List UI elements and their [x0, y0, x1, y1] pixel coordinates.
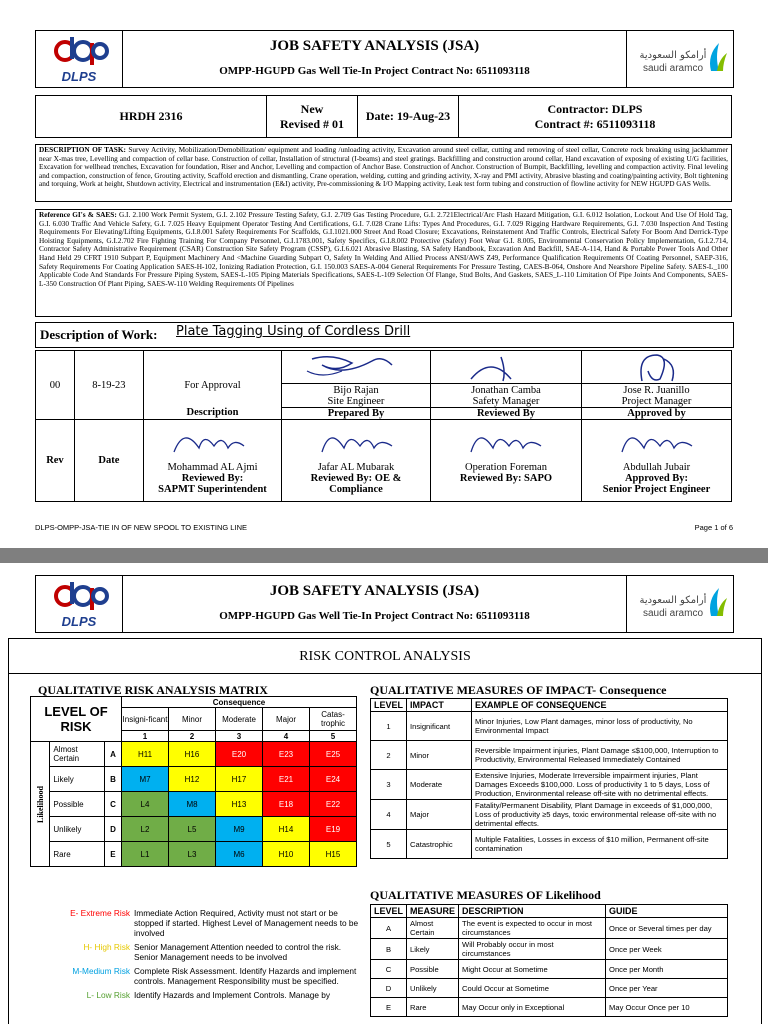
svg-text:DLPS: DLPS: [61, 69, 97, 84]
impact-name: Moderate: [407, 770, 472, 800]
prepared-role: Site Engineer: [327, 395, 385, 407]
sig2-1-name: Mohammad AL Ajmi: [167, 462, 258, 473]
sig2-2-cell: [281, 420, 430, 502]
risk-matrix: [30, 696, 357, 867]
risk-cell: M9: [216, 817, 263, 842]
sig2-3-name: Operation Foreman: [465, 462, 547, 473]
approved-name: Jose R. Juanillo: [623, 384, 690, 396]
legend-item: [30, 990, 360, 1000]
likelihood-guide: Once per Year: [606, 979, 728, 998]
doc-number: HRDH 2316: [36, 96, 267, 138]
legend-key: H- High Risk: [83, 942, 130, 952]
prepared-name-cell: [281, 384, 430, 408]
footer-page-number: Page 1 of 6: [694, 523, 733, 532]
likelihood-guide: Once or Several times per day: [606, 918, 728, 939]
matrix-row: [31, 792, 357, 817]
impact-header: EXAMPLE OF CONSEQUENCE: [472, 699, 728, 712]
likelihood-level: A: [371, 918, 407, 939]
likelihood-row: [371, 960, 728, 979]
contractor-cell: [459, 96, 732, 138]
level-of-risk-label: LEVEL OF RISK: [31, 697, 122, 742]
approved-by-header: Approved by: [582, 408, 732, 420]
legend-key: L- Low Risk: [86, 990, 130, 1000]
legend-text: Senior Management Attention needed to control the risk. Senior Management needs to be involved: [134, 942, 342, 962]
dlps-logo: [36, 31, 123, 87]
description-of-work: [35, 322, 734, 348]
date-value: 8-19-23: [74, 351, 143, 420]
likelihood-name: Possible: [50, 792, 105, 817]
approval-table: [35, 350, 732, 502]
likelihood-letter: D: [104, 817, 121, 842]
signature-approved: [582, 351, 732, 384]
impact-example: Extensive Injuries, Moderate Irreversible impairment injuries, Plant Damages Exceeds $100,000. Loss of productivity 1 to 5 days, Loss of Production, Environmental release off-site with no detrimental effects.: [472, 770, 728, 800]
risk-cell: H17: [216, 767, 263, 792]
risk-cell: L2: [122, 817, 169, 842]
likelihood-level: E: [371, 998, 407, 1017]
saudi-aramco-logo: [626, 31, 733, 87]
likelihood-guide: Once per Week: [606, 939, 728, 960]
references-text: G.I. 2.100 Work Permit System, G.I. 2.102 Pressure Testing Safety, G.I. 2.709 Gas Testing Procedure, G.I. 2.721Electrical/Arc Flash Hazard Mitigation, G.I. 6.012 Isolation, Lockout And Use Of Hold Tag, G.I. 6.030 Traffic And Vehicle Safety, G.I. 7.025 Heavy Equipment Operator Testing And Certifications, G.I. 7.028 Crane Lifts: Types And Procedures, G.I. 7.029 Rigging Hardware Requirements, G.I. 7.030 Inspection And Testing Requirements For Elevating/Lifting Equipments, G.I.8.001 Safety Requirements For Scaffolds, G.I.1021.000 Street And Road Closure; Excavations, Reinstatement And Traffic Controls, Electrical Safety For Boom And Derrick-Type Hoisting Equipments, G.I.2.702 Fire Fighting Training For Company Personnel, G.I.1783.001, Safety Specifics, G.I.8.002 Protective (Safety) Foot Wear G.I. 8.005, Environmental Conservation Policy Implementation, G.I.2.714, Contractor Safety Administrative Requirement (CSAR) Construction Site Safety Program (CSSP), G.I.6.021 Abrasive Blasting, SA Safety Handbook, Excavation And Backfill, SAE-A-114, Hand & Portable Power Tools And Other Hand Held 29 CFRT 1910 Subpart P, Equipment Machinery And <Machine Guarding Subpart O, Safety In Welding And Allied Process ANSI/AWS Z49, Performance Qualification Requirements Of Coating Personnel, SAEP-316, Safety Requirements For Coating Application SAES-H-102, Ionizing Radiation Protection, G.I. 150.003 SAES-A-004 General Requirements For Pressure Testing, CAES-B-064, Onshore And Nearshore Pipeline Safety. SAES-L_100 Applicable Code And Standards For Pressure Piping System, SAES-L-105 Piping Materials Specifications, SAES-L-109 Selection Of Flange, Stud Bolts, And Gaskets, SAES_L-110 Limitation Of Pipe Joints And Components, SAES-L-350 Construction Of Plant Piping, SAES-W-110 Welding Requirements Of Pipelines: [39, 210, 728, 288]
reviewed-by-header: Reviewed By: [430, 408, 581, 420]
impact-row: [371, 770, 728, 800]
impact-row: [371, 830, 728, 859]
matrix-row: [31, 817, 357, 842]
date-header: Date: [74, 420, 143, 502]
consequence-label: Consequence: [122, 697, 357, 708]
likelihood-header: MEASURE: [407, 905, 459, 918]
work-value: Plate Tagging Using of Cordless Drill: [176, 324, 411, 339]
likelihood-measure: Almost Certain: [407, 918, 459, 939]
impact-example: Reversible Impairment injuries, Plant Damage ≤$100,000, Interruption to Productivity, Environmental Released Immediately Contained: [472, 741, 728, 770]
legend-text: Complete Risk Assessment. Identify Hazards and implement controls. Management Responsibility must be specified.: [134, 966, 357, 986]
impact-name: Catastrophic: [407, 830, 472, 859]
likelihood-letter: C: [104, 792, 121, 817]
signature-prepared: [281, 351, 430, 384]
likelihood-header: LEVEL: [371, 905, 407, 918]
legend-key: M-Medium Risk: [72, 966, 130, 976]
impact-table: [370, 698, 728, 859]
description-header: Description: [186, 407, 239, 418]
header-block: [35, 30, 734, 88]
sig2-3-cell: [430, 420, 581, 502]
risk-cell: E18: [263, 792, 310, 817]
likelihood-description: Might Occur at Sometime: [459, 960, 606, 979]
likelihood-level: B: [371, 939, 407, 960]
header-block-2: [35, 575, 734, 633]
risk-cell: E20: [216, 742, 263, 767]
page-title: JOB SAFETY ANALYSIS (JSA): [269, 38, 480, 54]
sig2-1-cell: [143, 407, 281, 502]
consequence-name: Moderate: [216, 708, 263, 731]
likelihood-description: Could Occur at Sometime: [459, 979, 606, 998]
legend-item: [30, 908, 360, 938]
sig2-4-cell: [582, 420, 732, 502]
rev-header: Rev: [36, 420, 75, 502]
document-info-table: [35, 95, 732, 138]
matrix-title: QUALITATIVE RISK ANALYSIS MATRIX: [38, 683, 268, 697]
sig2-2-role2: Compliance: [329, 484, 383, 495]
likelihood-guide: May Occur Once per 10: [606, 998, 728, 1017]
likelihood-header: GUIDE: [606, 905, 728, 918]
likelihood-row: [371, 998, 728, 1017]
svg-text:DLPS: DLPS: [61, 614, 97, 629]
likelihood-name: Rare: [50, 842, 105, 867]
risk-cell: E22: [310, 792, 357, 817]
consequence-name: Major: [263, 708, 310, 731]
contractor-name: Contractor: DLPS: [547, 101, 643, 116]
sig2-2-role: Reviewed By: OE &: [310, 473, 402, 484]
svg-text:saudi aramco: saudi aramco: [642, 608, 704, 619]
likelihood-letter: A: [104, 742, 121, 767]
likelihood-description: May Occur only in Exceptional: [459, 998, 606, 1017]
likelihood-table: [370, 904, 728, 1017]
matrix-row: [31, 842, 357, 867]
legend-text: Immediate Action Required, Activity must not start or be stopped if started. Highest Level of Management needs to be involved: [134, 908, 359, 938]
prepared-name: Bijo Rajan: [333, 384, 379, 396]
likelihood-name: Likely: [50, 767, 105, 792]
reviewed-name-cell: [430, 384, 581, 408]
revision-new: New: [300, 101, 324, 116]
likelihood-level: D: [371, 979, 407, 998]
impact-level: 4: [371, 800, 407, 830]
legend-text: Identify Hazards and Implement Controls. Manage by: [134, 990, 330, 1000]
likelihood-level: C: [371, 960, 407, 979]
likelihood-description: Will Probably occur in most circumstances: [459, 939, 606, 960]
impact-level: 2: [371, 741, 407, 770]
task-label: DESCRIPTION OF TASK:: [39, 145, 126, 154]
risk-cell: M8: [169, 792, 216, 817]
contract-number: Contract #: 6511093118: [534, 116, 656, 131]
likelihood-label: Likelihood: [31, 742, 50, 867]
description-value: For Approval: [143, 351, 281, 420]
impact-row: [371, 712, 728, 741]
likelihood-measure: Likely: [407, 939, 459, 960]
impact-row: [371, 741, 728, 770]
matrix-row: [31, 767, 357, 792]
legend-item: [30, 966, 360, 986]
likelihood-guide: Once per Month: [606, 960, 728, 979]
impact-level: 3: [371, 770, 407, 800]
svg-text:أرامكو السعودية: أرامكو السعودية: [639, 50, 707, 61]
likelihood-letter: E: [104, 842, 121, 867]
approved-role: Project Manager: [621, 395, 692, 407]
likelihood-letter: B: [104, 767, 121, 792]
risk-cell: H15: [310, 842, 357, 867]
likelihood-row: [371, 939, 728, 960]
reviewed-role: Safety Manager: [472, 395, 540, 407]
likelihood-measure: Rare: [407, 998, 459, 1017]
risk-cell: M7: [122, 767, 169, 792]
risk-legend: [30, 908, 360, 1004]
consequence-number: 5: [310, 731, 357, 742]
sig2-4-role: Approved By:: [624, 473, 689, 484]
risk-cell: L4: [122, 792, 169, 817]
risk-cell: H14: [263, 817, 310, 842]
task-description: [35, 144, 732, 202]
work-label: Description of Work:: [40, 327, 158, 342]
likelihood-header: DESCRIPTION: [459, 905, 606, 918]
consequence-name: Catas-trophic: [310, 708, 357, 731]
sig2-4-name: Abdullah Jubair: [622, 462, 691, 473]
revision-cell: [267, 96, 358, 138]
sig2-1-role: Reviewed By:: [181, 473, 244, 484]
consequence-name: Minor: [169, 708, 216, 731]
risk-cell: E19: [310, 817, 357, 842]
likelihood-row: [371, 979, 728, 998]
risk-cell: L1: [122, 842, 169, 867]
sig2-4-role2: Senior Project Engineer: [602, 484, 711, 495]
impact-row: [371, 800, 728, 830]
impact-level: 1: [371, 712, 407, 741]
likelihood-measure: Possible: [407, 960, 459, 979]
likelihood-measure: Unlikely: [407, 979, 459, 998]
sig2-1-role2: SAPMT Superintendent: [158, 484, 267, 495]
svg-text:أرامكو السعودية: أرامكو السعودية: [639, 595, 707, 606]
risk-cell: M6: [216, 842, 263, 867]
impact-name: Insignificant: [407, 712, 472, 741]
impact-title: QUALITATIVE MEASURES OF IMPACT- Consequence: [370, 683, 667, 697]
impact-example: Minor Injuries, Low Plant damages, minor loss of productivity, No Environmental Impact: [472, 712, 728, 741]
risk-cell: E21: [263, 767, 310, 792]
consequence-number: 3: [216, 731, 263, 742]
risk-cell: H13: [216, 792, 263, 817]
references-label: Reference GI's & SAES:: [39, 210, 117, 219]
risk-cell: H11: [122, 742, 169, 767]
likelihood-description: The event is expected to occur in most circumstances: [459, 918, 606, 939]
likelihood-row: [371, 918, 728, 939]
impact-level: 5: [371, 830, 407, 859]
risk-cell: L5: [169, 817, 216, 842]
impact-header: LEVEL: [371, 699, 407, 712]
risk-cell: E23: [263, 742, 310, 767]
approved-name-cell: [582, 384, 732, 408]
rev-value: 00: [36, 351, 75, 420]
risk-cell: E24: [310, 767, 357, 792]
document-page-2: [0, 563, 768, 1024]
sig2-3-role: Reviewed By: SAPO: [459, 473, 553, 484]
risk-cell: H10: [263, 842, 310, 867]
legend-item: [30, 942, 360, 962]
consequence-number: 1: [122, 731, 169, 742]
likelihood-name: Almost Certain: [50, 742, 105, 767]
risk-cell: H16: [169, 742, 216, 767]
footer-doc-ref: DLPS-OMPP-JSA-TIE IN OF NEW SPOOL TO EXISTING LINE: [35, 523, 247, 532]
rca-title: RISK CONTROL ANALYSIS: [299, 649, 471, 664]
reviewed-name: Jonathan Camba: [471, 384, 541, 396]
saudi-aramco-logo-2: [626, 576, 733, 632]
impact-header: IMPACT: [407, 699, 472, 712]
page-title-2: JOB SAFETY ANALYSIS (JSA): [269, 583, 480, 599]
impact-example: Fatality/Permanent Disability, Plant Damage in exceeds of $1,000,000, Loss of productivity ≥5 days, toxic environmental release off-site with no detrimental effects.: [472, 800, 728, 830]
impact-example: Multiple Fatalities, Losses in excess of $10 million, Permanent off-site contamination: [472, 830, 728, 859]
task-text: Survey Activity, Mobilization/Demobilization/ equipment and loading /unloading activity, Excavation around steel cellar, cutting and removing of steel cellar, Concrete rock breaking using jackhammer near X-mas tree, Levelling and compaction of cellar base. Construction of cellar, Installation of structural (I-beams) and steel gratings. Backfilling and construction around cellar, Hand excavation of exposing of existing U/G facilities, Excavation for wellhead trenches, Excavation for foundation, Riser and Anchor, Levelling and compaction of Anchor Base. Construction of Anchor. Construction of Burnpit, Backfilling, levelling and compaction activity. Final leveling and compaction, construction of fence, Grouting activity, Scaffold erection and dismantling, Crane operation, welding, cutting and grinding activity, X-ray and PMI activity, Abrasive blasting and coating/painting activity, Bolt tightening and torquing, Work at height, Shutdown activity, Electrical and instrumentation (E&I) activity, Pre-commissioning & I/O Mapping activity, Leak test form tubing and construction of flowline activity for NEW HGUPD GAS Wells.: [39, 145, 728, 189]
prepared-by-header: Prepared By: [281, 408, 430, 420]
sig2-2-name: Jafar AL Mubarak: [317, 462, 395, 473]
signature-reviewed: [430, 351, 581, 384]
matrix-row: [31, 742, 357, 767]
consequence-number: 4: [263, 731, 310, 742]
dlps-logo-2: [36, 576, 123, 632]
revision-number: Revised # 01: [280, 116, 344, 131]
risk-cell: L3: [169, 842, 216, 867]
likelihood-name: Unlikely: [50, 817, 105, 842]
svg-text:saudi aramco: saudi aramco: [642, 63, 704, 74]
references-block: [35, 209, 732, 317]
consequence-number: 2: [169, 731, 216, 742]
impact-name: Major: [407, 800, 472, 830]
risk-cell: H12: [169, 767, 216, 792]
project-line-2: OMPP-HGUPD Gas Well Tie-In Project Contract No: 6511093118: [219, 610, 530, 622]
likelihood-title: QUALITATIVE MEASURES OF Likelihood: [370, 888, 601, 902]
consequence-name: Insigni-ficant: [122, 708, 169, 731]
legend-key: E- Extreme Risk: [70, 908, 130, 918]
risk-cell: E25: [310, 742, 357, 767]
project-line: OMPP-HGUPD Gas Well Tie-In Project Contract No: 6511093118: [219, 65, 530, 77]
impact-name: Minor: [407, 741, 472, 770]
issue-date: Date: 19-Aug-23: [358, 96, 459, 138]
